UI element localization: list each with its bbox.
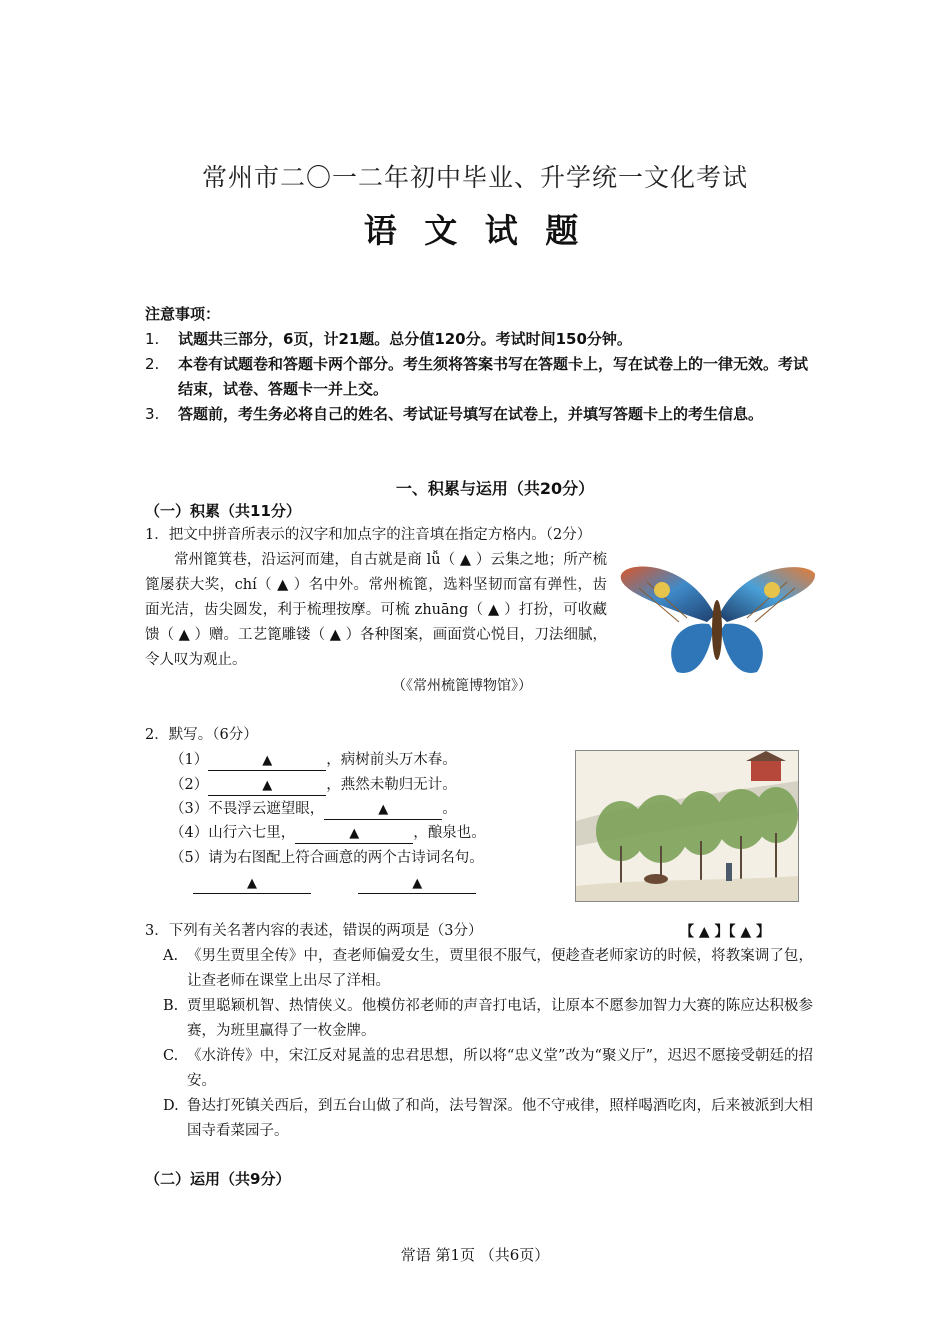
butterfly-comb-image	[617, 560, 817, 680]
section-title: 一、积累与运用（共20分）	[395, 479, 595, 498]
question-1-passage: 常州篦箕巷，沿运河而建，自古就是商 lǚ（ ▲ ）云集之地；所产梳篦屡获大奖，chí（ ▲ ）名中外。常州梳篦，选料坚韧而富有弹性，齿面光洁，齿尖圆发，利于梳理按摩。可梳 zhuāng（ ▲ ）打扮，可收藏馈（ ▲ ）赠。工艺篦雕镂（ ▲ ）各种图案，画面赏心悦目，刀法细腻，令人叹为观止。	[145, 552, 607, 668]
dictation-line	[170, 821, 486, 845]
option-letter: C.	[163, 1048, 179, 1064]
answer-blank[interactable]	[193, 874, 311, 894]
option-text: 《男生贾里全传》中，查老师偏爱女生，贾里很不服气，便趁查老师家访的时候，将教案调了包，让查老师在课堂上出尽了洋相。	[187, 948, 813, 989]
dictation-suffix: 。	[442, 801, 457, 817]
page-footer: 常语 第1页 （共6页）	[400, 1246, 550, 1264]
option-text: 《水浒传》中，宋江反对晁盖的忠君思想，所以将“忠义堂”改为“聚义厅”，迟迟不愿接受朝廷的招安。	[187, 1048, 813, 1089]
dictation-line-5-blanks	[193, 871, 476, 895]
answer-blank[interactable]	[208, 751, 326, 771]
answer-brackets[interactable]: 【 ▲ 】【 ▲ 】	[680, 924, 771, 940]
notice-item	[145, 327, 815, 352]
option-c	[163, 1044, 813, 1094]
blank-marker: ▲	[349, 826, 360, 841]
dictation-suffix: ，病树前头万木春。	[326, 752, 457, 768]
blank-marker: ▲	[262, 753, 273, 768]
option-letter: D.	[163, 1098, 179, 1114]
blank-marker: ▲	[247, 876, 257, 891]
notice-block	[145, 302, 815, 427]
notice-text: 答题前，考生务必将自己的姓名、考试证号填写在试卷上，并填写答题卡上的考生信息。	[178, 405, 764, 423]
dictation-prefix: （4）山行六七里，	[170, 825, 296, 841]
notice-number: 3.	[145, 405, 160, 423]
option-text: 鲁达打死镇关西后，到五台山做了和尚，法号智深。他不守戒律，照样喝酒吃肉，后来被派到大相国寺看菜园子。	[187, 1098, 813, 1139]
blank-marker: ▲	[262, 778, 273, 793]
notice-text: 试题共三部分，6页，计21题。总分值120分。考试时间150分钟。	[178, 330, 632, 348]
option-letter: A.	[163, 948, 179, 964]
dictation-suffix: ，燕然未勒归无计。	[326, 777, 457, 793]
exam-title: 常州市二〇一二年初中毕业、升学统一文化考试	[201, 163, 748, 192]
answer-blank[interactable]	[208, 776, 326, 796]
dictation-line	[170, 797, 457, 821]
dictation-prefix: （1）	[170, 752, 209, 768]
question-1-source: （《常州梳篦博物馆》）	[392, 678, 532, 694]
exam-subject-title: 语 文 试 题	[363, 211, 587, 250]
notice-heading: 注意事项：	[145, 305, 221, 323]
notice-number: 1.	[145, 330, 160, 348]
answer-blank[interactable]	[295, 824, 413, 844]
notice-item	[145, 352, 815, 402]
notice-number: 2.	[145, 355, 160, 373]
option-d	[163, 1094, 813, 1144]
question-3-stem: 3．下列有关名著内容的表述，错误的两项是（3分）	[145, 923, 483, 939]
option-a	[163, 944, 813, 994]
part-heading-application: （二）运用（共9分）	[145, 1170, 291, 1188]
part-heading-accumulation: （一）积累（共11分）	[145, 502, 301, 520]
dictation-line	[170, 846, 484, 870]
answer-blank[interactable]	[358, 874, 476, 894]
dictation-prompt: （5）请为右图配上符合画意的两个古诗词名句。	[170, 850, 484, 866]
question-1-stem: 1．把文中拼音所表示的汉字和加点字的注音填在指定方格内。（2分）	[145, 527, 592, 543]
option-letter: B.	[163, 998, 179, 1014]
option-text: 贾里聪颖机智、热情侠义。他模仿祁老师的声音打电话，让原本不愿参加智力大赛的陈应达积极参赛，为班里赢得了一枚金牌。	[187, 998, 813, 1039]
notice-text: 本卷有试题卷和答题卡两个部分。考生须将答案书写在答题卡上，写在试卷上的一律无效。考试结束，试卷、答题卡一并上交。	[178, 355, 809, 398]
dictation-suffix: ，酿泉也。	[413, 825, 486, 841]
notice-item	[145, 402, 815, 427]
question-2-stem: 2．默写。（6分）	[145, 727, 258, 743]
blank-marker: ▲	[378, 802, 389, 817]
ancient-painting-image	[575, 750, 799, 902]
option-b	[163, 994, 813, 1044]
answer-blank[interactable]	[324, 800, 442, 820]
dictation-line	[170, 773, 457, 797]
dictation-prefix: （3）不畏浮云遮望眼，	[170, 801, 325, 817]
blank-marker: ▲	[412, 876, 423, 891]
dictation-prefix: （2）	[170, 777, 209, 793]
dictation-line	[170, 748, 457, 772]
